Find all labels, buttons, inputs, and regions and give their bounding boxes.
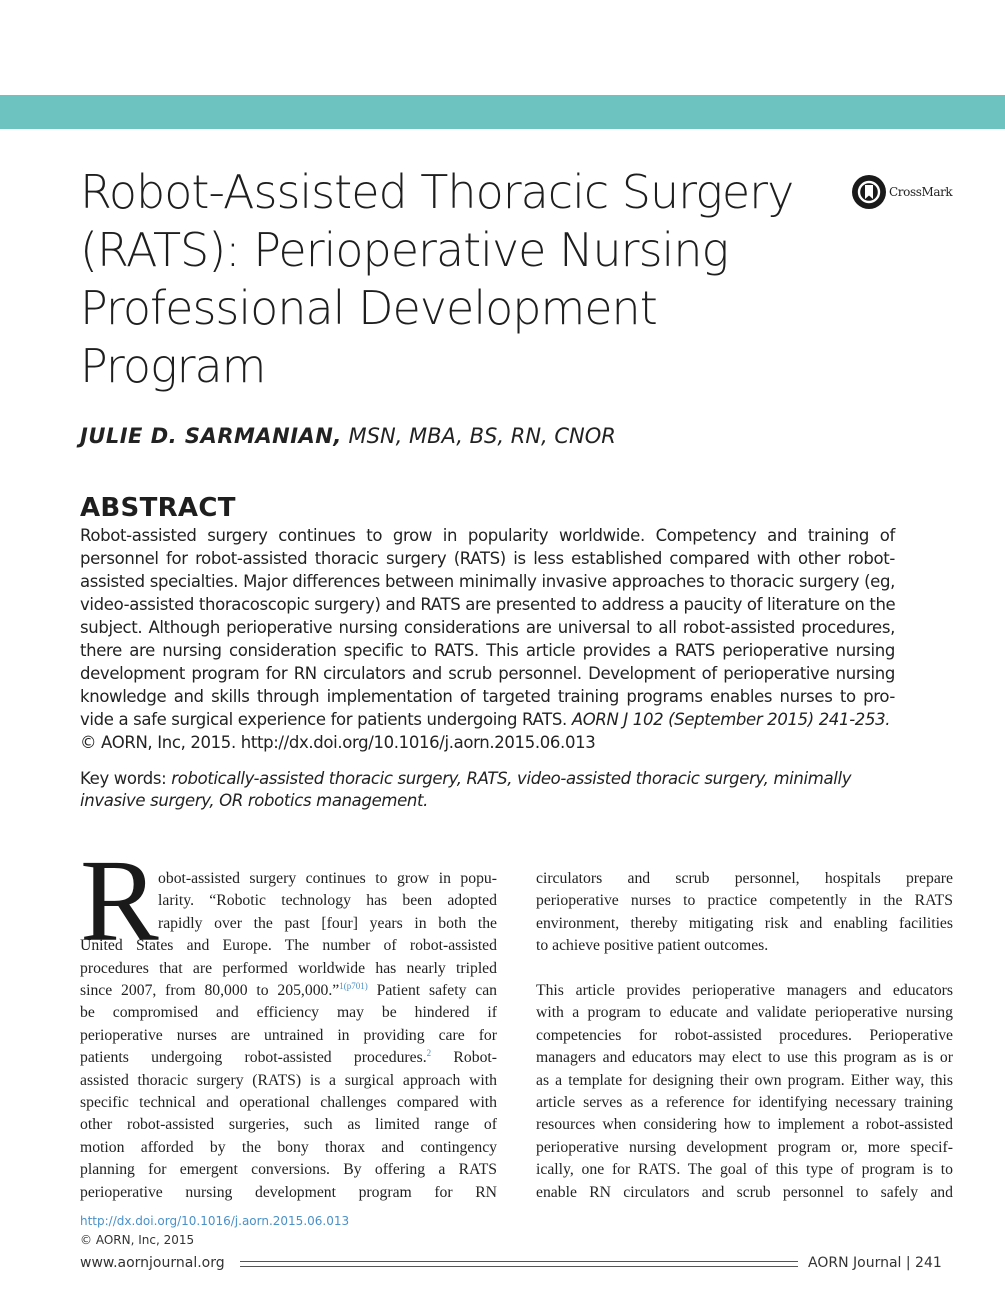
citation-ref[interactable]: 1(p701)	[339, 981, 368, 992]
abstract-heading: ABSTRACT	[80, 493, 236, 523]
footer-journal: AORN Journal | 241	[808, 1255, 942, 1271]
body-text: patients undergoing robot-assisted procedures.	[80, 1049, 427, 1067]
doi-link[interactable]: http://dx.doi.org/10.1016/j.aorn.2015.06.013	[80, 1214, 350, 1228]
abstract-line: there are nursing consideration specific to RATS. This article provides a RATS perioperative nursing	[80, 641, 895, 660]
header-band	[0, 95, 1005, 129]
body-line: circulators and scrub personnel, hospitals prepare	[536, 870, 953, 887]
body-line: to achieve positive patient outcomes.	[536, 937, 769, 955]
body-line	[80, 1047, 497, 1069]
page-number: 241	[915, 1255, 942, 1271]
abstract-last-line: vide a safe surgical experience for patients undergoing RATS.	[80, 710, 567, 729]
paragraph-gap	[536, 958, 953, 980]
abstract-line: subject. Although perioperative nursing considerations are universal to all robot-assisted procedures,	[80, 618, 895, 637]
body-column-right	[536, 868, 953, 1204]
citation-ref[interactable]: 2	[426, 1048, 432, 1059]
abstract-line: knowledge and skills through implementation of targeted training programs enables nurses to pro-	[80, 687, 895, 706]
body-line: perioperative nursing development program for RN	[80, 1183, 497, 1201]
body-line: procedures that are performed worldwide has nearly tripled	[80, 959, 497, 977]
body-line: competencies for robot-assisted procedures. Perioperative	[536, 1026, 953, 1044]
title-line: (RATS): Perioperative Nursing	[80, 223, 729, 277]
body-line: with a program to educate and validate perioperative nursing	[536, 1004, 953, 1022]
body-line: United States and Europe. The number of robot-assisted	[80, 937, 497, 955]
keywords-text: invasive surgery, OR robotics management.	[80, 791, 429, 810]
title-line: Program	[80, 339, 266, 393]
body-line: rapidly over the past [four] years in both the	[158, 914, 497, 932]
author-name: JULIE D. SARMANIAN,	[80, 424, 342, 448]
abstract-citation: AORN J 102 (September 2015) 241-253.	[571, 710, 891, 729]
body-text: Robot-	[431, 1049, 498, 1067]
crossmark-icon	[852, 175, 886, 209]
body-line: planning for emergent conversions. By offering a RATS	[80, 1161, 497, 1179]
keywords-label: Key words:	[80, 769, 167, 788]
footer-journal-name: AORN Journal	[808, 1255, 902, 1271]
body-line: ically, one for RATS. The goal of this type of program is to	[536, 1161, 953, 1179]
body-line: obot-assisted surgery continues to grow in popu-	[158, 870, 497, 887]
copyright-notice: © AORN, Inc, 2015	[80, 1233, 195, 1247]
body-line: specific technical and operational challenges compared with	[80, 1094, 497, 1112]
body-line: perioperative nurses are untrained in providing care for	[80, 1026, 497, 1044]
body-line: article serves as a reference for identifying necessary training	[536, 1094, 953, 1112]
keywords-text: robotically-assisted thoracic surgery, RATS, video-assisted thoracic surgery, minimally	[171, 769, 852, 788]
body-line: be compromised and efficiency may be hindered if	[80, 1004, 497, 1022]
abstract-line: assisted specialties. Major differences between minimally invasive approaches to thoracic surgery (eg,	[80, 572, 895, 591]
author-line	[80, 424, 616, 448]
body-line: enable RN circulators and scrub personnel to safely and	[536, 1183, 953, 1201]
body-line: managers and educators may elect to use this program as is or	[536, 1049, 953, 1067]
body-line: perioperative nurses to practice competently in the RATS	[536, 892, 953, 910]
body-text: Patient safety can	[367, 982, 497, 1000]
keywords	[80, 768, 895, 812]
author-credentials: MSN, MBA, BS, RN, CNOR	[348, 424, 616, 448]
body-line: environment, thereby mitigating risk and enabling facilities	[536, 914, 953, 932]
abstract-line: video-assisted thoracoscopic surgery) and RATS are presented to address a paucity of literature on the	[80, 595, 896, 614]
body-text: since 2007, from 80,000 to 205,000.”	[80, 982, 340, 1000]
drop-cap: R	[80, 835, 159, 966]
body-line: larity. “Robotic technology has been adopted	[158, 892, 497, 910]
keywords-line	[80, 768, 895, 790]
article-title	[80, 163, 840, 395]
body-column-left	[80, 868, 497, 1204]
keywords-line	[80, 790, 895, 812]
body-line: perioperative nursing development program or, more specif-	[536, 1138, 953, 1156]
title-line: Professional Development	[80, 281, 657, 335]
body-line: motion afforded by the bony thorax and contingency	[80, 1138, 497, 1156]
crossmark-badge[interactable]	[852, 175, 952, 209]
body-line: resources when considering how to implement a robot-assisted	[536, 1116, 953, 1134]
abstract-line: development program for RN circulators and scrub personnel. Development of perioperative nursing	[80, 664, 895, 683]
body-line: assisted thoracic surgery (RATS) is a surgical approach with	[80, 1071, 497, 1089]
footer-rule	[240, 1261, 798, 1267]
body-line: as a template for designing their own program. Either way, this	[536, 1071, 953, 1089]
abstract-line: personnel for robot-assisted thoracic surgery (RATS) is less established compared with other robot-	[80, 549, 895, 568]
footer-site-link[interactable]: www.aornjournal.org	[80, 1255, 225, 1271]
body-line: This article provides perioperative managers and educators	[536, 982, 953, 1000]
title-line: Robot-Assisted Thoracic Surgery	[80, 165, 794, 219]
abstract-copyright[interactable]: © AORN, Inc, 2015. http://dx.doi.org/10.1016/j.aorn.2015.06.013	[80, 733, 596, 752]
abstract-text	[80, 524, 895, 754]
crossmark-label: CrossMark	[889, 185, 953, 199]
body-line	[80, 980, 497, 1002]
abstract-line: Robot-assisted surgery continues to grow in popularity worldwide. Competency and training of	[80, 526, 895, 545]
abstract-line	[80, 708, 895, 731]
body-line: other robot-assisted surgeries, such as limited range of	[80, 1116, 497, 1134]
